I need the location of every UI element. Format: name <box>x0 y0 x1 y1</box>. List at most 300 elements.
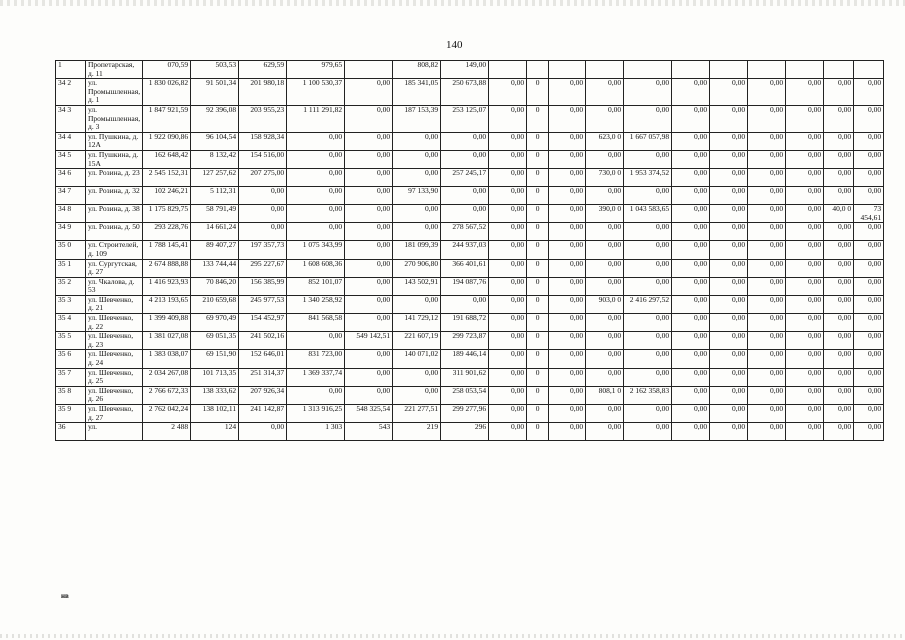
address-cell: ул. Чкалова, д. 53 <box>86 277 143 295</box>
value-cell: 0 <box>527 332 549 350</box>
value-cell: 0,00 <box>710 223 748 241</box>
value-cell: 185 341,05 <box>393 79 441 106</box>
value-cell: 221 277,51 <box>393 405 441 423</box>
value-cell: 0,00 <box>748 350 786 368</box>
value-cell: 0,00 <box>489 132 527 150</box>
value-cell: 808,1 0 <box>586 386 624 404</box>
value-cell: 241 502,16 <box>239 332 287 350</box>
value-cell: 0,00 <box>672 277 710 295</box>
row-index-cell: 35 0 <box>56 241 86 259</box>
table-row <box>56 169 884 187</box>
row-index-cell: 34 9 <box>56 223 86 241</box>
value-cell: 141 729,12 <box>393 314 441 332</box>
value-cell: 207 926,34 <box>239 386 287 404</box>
value-cell: 257 245,17 <box>441 169 489 187</box>
value-cell: 0,00 <box>748 205 786 223</box>
value-cell: 258 053,54 <box>441 386 489 404</box>
table-row <box>56 368 884 386</box>
row-index-cell: 34 8 <box>56 205 86 223</box>
value-cell: 219 <box>393 423 441 441</box>
value-cell: 0,00 <box>824 241 854 259</box>
value-cell: 0,00 <box>824 423 854 441</box>
row-index-cell: 35 2 <box>56 277 86 295</box>
value-cell: 730,0 0 <box>586 169 624 187</box>
page-number: 140 <box>446 39 463 51</box>
value-cell: 2 674 888,88 <box>143 259 191 277</box>
value-cell: 0,00 <box>586 405 624 423</box>
value-cell: 0,00 <box>672 241 710 259</box>
value-cell: 503,53 <box>191 61 239 79</box>
value-cell: 0,00 <box>345 350 393 368</box>
value-cell: 0,00 <box>710 132 748 150</box>
value-cell: 0,00 <box>441 295 489 313</box>
value-cell: 0,00 <box>624 105 672 132</box>
value-cell: 0,00 <box>549 169 586 187</box>
value-cell: 0 <box>527 350 549 368</box>
value-cell: 293 228,76 <box>143 223 191 241</box>
value-cell: 0,00 <box>854 79 884 106</box>
value-cell <box>527 61 549 79</box>
value-cell: 0 <box>527 295 549 313</box>
value-cell: 0,00 <box>672 105 710 132</box>
value-cell: 2 488 <box>143 423 191 441</box>
value-cell: 1 100 530,37 <box>287 79 345 106</box>
value-cell: 1 303 <box>287 423 345 441</box>
address-cell: ул. Пушкина, д. 12А <box>86 132 143 150</box>
value-cell: 841 568,58 <box>287 314 345 332</box>
row-index-cell: 34 2 <box>56 79 86 106</box>
value-cell: 1 111 291,82 <box>287 105 345 132</box>
value-cell: 278 567,52 <box>441 223 489 241</box>
value-cell: 0,00 <box>239 187 287 205</box>
value-cell: 0,00 <box>441 150 489 168</box>
address-cell: ул. Розина, д. 38 <box>86 205 143 223</box>
address-cell: ул. Строителей, д. 109 <box>86 241 143 259</box>
value-cell: 0,00 <box>786 169 824 187</box>
value-cell <box>710 61 748 79</box>
value-cell: 311 901,62 <box>441 368 489 386</box>
value-cell: 0,00 <box>672 314 710 332</box>
value-cell: 0,00 <box>624 405 672 423</box>
value-cell: 0 <box>527 405 549 423</box>
value-cell: 0,00 <box>672 169 710 187</box>
value-cell: 152 646,01 <box>239 350 287 368</box>
value-cell: 0,00 <box>441 132 489 150</box>
value-cell: 0,00 <box>489 205 527 223</box>
value-cell: 0,00 <box>824 405 854 423</box>
value-cell <box>672 61 710 79</box>
value-cell: 241 142,87 <box>239 405 287 423</box>
value-cell: 1 830 026,82 <box>143 79 191 106</box>
value-cell: 0,00 <box>624 368 672 386</box>
value-cell: 0 <box>527 79 549 106</box>
value-cell: 1 608 608,36 <box>287 259 345 277</box>
value-cell: 0,00 <box>710 368 748 386</box>
value-cell: 0,00 <box>786 332 824 350</box>
footer-mark: нв <box>61 592 69 600</box>
value-cell: 187 153,39 <box>393 105 441 132</box>
value-cell: 0,00 <box>748 332 786 350</box>
value-cell: 0,00 <box>672 259 710 277</box>
address-cell: ул. Сургутская, д. 27 <box>86 259 143 277</box>
value-cell: 0,00 <box>586 187 624 205</box>
value-cell: 124 <box>191 423 239 441</box>
value-cell: 0,00 <box>489 241 527 259</box>
value-cell: 0,00 <box>710 405 748 423</box>
value-cell: 0,00 <box>345 223 393 241</box>
value-cell: 154 516,00 <box>239 150 287 168</box>
value-cell: 0,00 <box>748 423 786 441</box>
value-cell: 0,00 <box>786 223 824 241</box>
value-cell: 0,00 <box>549 332 586 350</box>
value-cell: 181 099,39 <box>393 241 441 259</box>
row-index-cell: 35 4 <box>56 314 86 332</box>
value-cell: 0,00 <box>710 241 748 259</box>
table-row <box>56 223 884 241</box>
value-cell: 0,00 <box>854 332 884 350</box>
row-index-cell: 35 1 <box>56 259 86 277</box>
value-cell: 102 246,21 <box>143 187 191 205</box>
value-cell: 0,00 <box>672 187 710 205</box>
value-cell: 138 333,62 <box>191 386 239 404</box>
value-cell: 0,00 <box>824 79 854 106</box>
value-cell: 0,00 <box>287 169 345 187</box>
value-cell: 92 396,08 <box>191 105 239 132</box>
value-cell: 0 <box>527 105 549 132</box>
value-cell: 69 151,90 <box>191 350 239 368</box>
value-cell: 0,00 <box>672 405 710 423</box>
table-row <box>56 79 884 106</box>
address-cell: ул. Шевченко, д. 23 <box>86 332 143 350</box>
value-cell: 0,00 <box>854 314 884 332</box>
value-cell: 0,00 <box>748 241 786 259</box>
value-cell <box>786 61 824 79</box>
value-cell: 0,00 <box>710 79 748 106</box>
address-cell: ул. Шевченко, д. 21 <box>86 295 143 313</box>
table-row <box>56 105 884 132</box>
value-cell: 0,00 <box>824 169 854 187</box>
value-cell: 73 454,61 <box>854 205 884 223</box>
value-cell: 0,00 <box>586 423 624 441</box>
value-cell: 0,00 <box>786 386 824 404</box>
value-cell: 1 313 916,25 <box>287 405 345 423</box>
value-cell: 140 071,02 <box>393 350 441 368</box>
value-cell: 0,00 <box>710 150 748 168</box>
value-cell: 0,00 <box>489 169 527 187</box>
value-cell: 203 955,23 <box>239 105 287 132</box>
value-cell: 629,59 <box>239 61 287 79</box>
value-cell: 0,00 <box>748 223 786 241</box>
value-cell: 0,00 <box>239 223 287 241</box>
value-cell: 0,00 <box>345 205 393 223</box>
value-cell: 270 906,80 <box>393 259 441 277</box>
value-cell: 0,00 <box>854 169 884 187</box>
value-cell: 91 501,34 <box>191 79 239 106</box>
value-cell: 1 847 921,59 <box>143 105 191 132</box>
table-row <box>56 187 884 205</box>
value-cell: 0,00 <box>489 368 527 386</box>
value-cell: 0,00 <box>549 241 586 259</box>
value-cell: 0,00 <box>824 150 854 168</box>
value-cell: 194 087,76 <box>441 277 489 295</box>
value-cell: 0,00 <box>345 386 393 404</box>
value-cell: 0,00 <box>393 132 441 150</box>
value-cell: 0,00 <box>854 277 884 295</box>
value-cell: 70 846,20 <box>191 277 239 295</box>
value-cell: 549 142,51 <box>345 332 393 350</box>
value-cell: 250 673,88 <box>441 79 489 106</box>
value-cell: 0,00 <box>824 277 854 295</box>
value-cell: 0 <box>527 169 549 187</box>
value-cell: 0,00 <box>393 368 441 386</box>
value-cell: 0,00 <box>672 368 710 386</box>
value-cell: 1 175 829,75 <box>143 205 191 223</box>
value-cell: 0,00 <box>624 332 672 350</box>
value-cell <box>624 61 672 79</box>
value-cell: 0,00 <box>824 368 854 386</box>
table-row <box>56 314 884 332</box>
value-cell: 40,0 0 <box>824 205 854 223</box>
address-cell: ул. Пушкина, д. 15А <box>86 150 143 168</box>
value-cell: 89 407,27 <box>191 241 239 259</box>
value-cell: 0,00 <box>489 105 527 132</box>
value-cell: 197 357,73 <box>239 241 287 259</box>
value-cell: 0 <box>527 277 549 295</box>
value-cell: 0,00 <box>748 295 786 313</box>
value-cell: 0,00 <box>824 295 854 313</box>
value-cell: 2 762 042,24 <box>143 405 191 423</box>
value-cell: 0 <box>527 150 549 168</box>
value-cell: 0,00 <box>549 150 586 168</box>
value-cell: 2 766 672,33 <box>143 386 191 404</box>
value-cell: 0,00 <box>624 277 672 295</box>
value-cell: 0,00 <box>748 187 786 205</box>
value-cell: 366 401,61 <box>441 259 489 277</box>
row-index-cell: 34 4 <box>56 132 86 150</box>
scan-edge-top <box>0 0 905 6</box>
value-cell: 0 <box>527 223 549 241</box>
value-cell: 0 <box>527 132 549 150</box>
value-cell: 0,00 <box>824 259 854 277</box>
value-cell: 0,00 <box>287 386 345 404</box>
value-cell: 0,00 <box>345 295 393 313</box>
value-cell: 0,00 <box>786 150 824 168</box>
value-cell: 0,00 <box>489 259 527 277</box>
value-cell: 1 416 923,93 <box>143 277 191 295</box>
value-cell: 0,00 <box>441 205 489 223</box>
row-index-cell: 36 <box>56 423 86 441</box>
value-cell: 390,0 0 <box>586 205 624 223</box>
value-cell <box>345 61 393 79</box>
value-cell: 0,00 <box>786 187 824 205</box>
value-cell: 0,00 <box>549 223 586 241</box>
value-cell: 0,00 <box>586 241 624 259</box>
value-cell: 0,00 <box>710 423 748 441</box>
value-cell: 0,00 <box>287 205 345 223</box>
value-cell: 0,00 <box>624 241 672 259</box>
value-cell: 0,00 <box>549 205 586 223</box>
value-cell: 0,00 <box>710 169 748 187</box>
address-cell: ул. Розина, д. 50 <box>86 223 143 241</box>
address-cell: ул. Шевченко, д. 25 <box>86 368 143 386</box>
row-index-cell: 34 6 <box>56 169 86 187</box>
value-cell: 149,00 <box>441 61 489 79</box>
value-cell: 69 051,35 <box>191 332 239 350</box>
value-cell <box>549 61 586 79</box>
value-cell: 0,00 <box>345 169 393 187</box>
value-cell: 0,00 <box>824 332 854 350</box>
table-body <box>56 61 884 441</box>
value-cell: 0,00 <box>710 105 748 132</box>
value-cell: 0,00 <box>345 150 393 168</box>
value-cell: 97 133,90 <box>393 187 441 205</box>
value-cell: 0,00 <box>786 79 824 106</box>
value-cell: 0,00 <box>393 295 441 313</box>
value-cell: 251 314,37 <box>239 368 287 386</box>
value-cell: 0,00 <box>748 277 786 295</box>
address-cell: ул. Шевченко, д. 26 <box>86 386 143 404</box>
row-index-cell: 35 6 <box>56 350 86 368</box>
value-cell: 0,00 <box>710 295 748 313</box>
table-row <box>56 332 884 350</box>
value-cell: 0,00 <box>710 314 748 332</box>
value-cell: 0,00 <box>624 350 672 368</box>
value-cell: 0,00 <box>824 132 854 150</box>
value-cell: 0,00 <box>672 350 710 368</box>
value-cell: 0,00 <box>624 150 672 168</box>
value-cell: 0,00 <box>287 132 345 150</box>
value-cell: 0,00 <box>786 259 824 277</box>
value-cell: 0,00 <box>786 405 824 423</box>
value-cell: 0,00 <box>586 79 624 106</box>
value-cell <box>748 61 786 79</box>
value-cell: 0,00 <box>672 332 710 350</box>
value-cell: 0 <box>527 205 549 223</box>
value-cell: 0,00 <box>586 259 624 277</box>
value-cell: 0,00 <box>786 277 824 295</box>
table-row <box>56 205 884 223</box>
value-cell: 69 970,49 <box>191 314 239 332</box>
value-cell: 0,00 <box>786 350 824 368</box>
value-cell: 0,00 <box>624 259 672 277</box>
value-cell: 0,00 <box>854 187 884 205</box>
value-cell: 852 101,07 <box>287 277 345 295</box>
value-cell: 0,00 <box>624 79 672 106</box>
value-cell: 0,00 <box>393 223 441 241</box>
value-cell: 2 545 152,31 <box>143 169 191 187</box>
value-cell: 0,00 <box>586 223 624 241</box>
value-cell: 0,00 <box>287 150 345 168</box>
value-cell: 0,00 <box>549 368 586 386</box>
value-cell: 101 713,35 <box>191 368 239 386</box>
value-cell: 0,00 <box>854 368 884 386</box>
value-cell: 0 <box>527 368 549 386</box>
value-cell: 253 125,07 <box>441 105 489 132</box>
row-index-cell: 35 7 <box>56 368 86 386</box>
value-cell: 0,00 <box>489 295 527 313</box>
value-cell: 189 446,14 <box>441 350 489 368</box>
value-cell: 162 648,42 <box>143 150 191 168</box>
value-cell: 1 399 409,88 <box>143 314 191 332</box>
value-cell: 0,00 <box>345 277 393 295</box>
value-cell: 0,00 <box>345 105 393 132</box>
value-cell: 0,00 <box>748 132 786 150</box>
value-cell: 296 <box>441 423 489 441</box>
value-cell: 0 <box>527 259 549 277</box>
value-cell: 156 385,99 <box>239 277 287 295</box>
address-cell: ул. Шевченко, д. 27 <box>86 405 143 423</box>
value-cell: 0,00 <box>489 314 527 332</box>
value-cell: 0 <box>527 386 549 404</box>
value-cell: 0,00 <box>854 405 884 423</box>
value-cell: 154 452,97 <box>239 314 287 332</box>
row-index-cell: 34 3 <box>56 105 86 132</box>
value-cell: 14 661,24 <box>191 223 239 241</box>
address-cell: ул. <box>86 423 143 441</box>
value-cell: 0 <box>527 423 549 441</box>
value-cell: 0,00 <box>624 187 672 205</box>
value-cell: 0,00 <box>393 169 441 187</box>
value-cell: 0,00 <box>489 332 527 350</box>
value-cell: 1 043 583,65 <box>624 205 672 223</box>
value-cell: 0,00 <box>824 187 854 205</box>
value-cell: 0,00 <box>710 350 748 368</box>
value-cell: 0,00 <box>549 386 586 404</box>
value-cell: 245 977,53 <box>239 295 287 313</box>
row-index-cell: 35 5 <box>56 332 86 350</box>
value-cell: 244 937,03 <box>441 241 489 259</box>
value-cell: 0,00 <box>672 423 710 441</box>
table-row <box>56 350 884 368</box>
address-cell: Пропетарская, д. 11 <box>86 61 143 79</box>
value-cell: 0,00 <box>624 314 672 332</box>
value-cell: 0,00 <box>786 423 824 441</box>
value-cell: 0,00 <box>441 187 489 205</box>
value-cell: 0,00 <box>549 105 586 132</box>
value-cell: 831 723,00 <box>287 350 345 368</box>
value-cell: 0,00 <box>748 150 786 168</box>
value-cell <box>854 61 884 79</box>
value-cell: 299 277,96 <box>441 405 489 423</box>
value-cell: 1 667 057,98 <box>624 132 672 150</box>
table-row <box>56 150 884 168</box>
address-cell: ул. Шевченко, д. 22 <box>86 314 143 332</box>
value-cell: 0,00 <box>672 386 710 404</box>
value-cell: 1 075 343,99 <box>287 241 345 259</box>
value-cell: 0,00 <box>854 241 884 259</box>
value-cell: 96 104,54 <box>191 132 239 150</box>
value-cell: 0,00 <box>748 386 786 404</box>
value-cell: 1 383 038,07 <box>143 350 191 368</box>
value-cell: 0,00 <box>748 105 786 132</box>
value-cell: 0,00 <box>287 223 345 241</box>
table-row <box>56 386 884 404</box>
value-cell: 0,00 <box>854 423 884 441</box>
value-cell: 0,00 <box>672 79 710 106</box>
value-cell: 127 257,62 <box>191 169 239 187</box>
value-cell: 0,00 <box>586 277 624 295</box>
value-cell: 299 723,87 <box>441 332 489 350</box>
value-cell: 201 980,18 <box>239 79 287 106</box>
value-cell: 0,00 <box>786 314 824 332</box>
value-cell: 0,00 <box>854 223 884 241</box>
value-cell: 0,00 <box>345 368 393 386</box>
value-cell: 548 325,54 <box>345 405 393 423</box>
value-cell: 0,00 <box>586 150 624 168</box>
table-row <box>56 295 884 313</box>
value-cell: 0,00 <box>549 132 586 150</box>
value-cell: 0 <box>527 314 549 332</box>
